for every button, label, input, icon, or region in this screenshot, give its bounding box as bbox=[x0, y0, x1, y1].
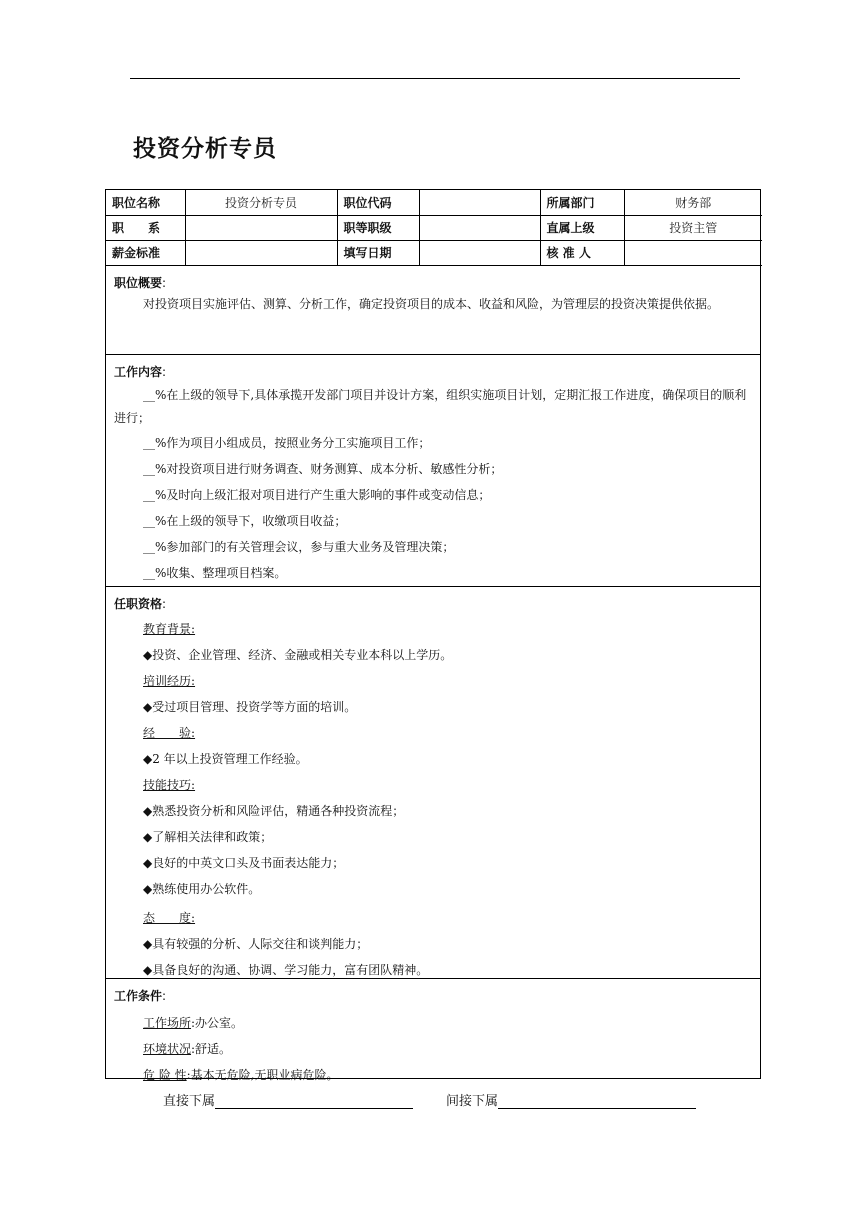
list-item: __%作为项目小组成员，按照业务分工实施项目工作； bbox=[143, 435, 431, 450]
environment-value: :舒适。 bbox=[191, 1041, 232, 1056]
workplace-value: :办公室。 bbox=[191, 1015, 244, 1030]
duties-section bbox=[106, 354, 760, 586]
list-item: __%在上级的领导下,具体承揽开发部门项目并设计方案，组织实施项目计划，定期汇报工作进度，确保项目的顺利进行； bbox=[114, 387, 747, 425]
experience-label: 经 验: bbox=[143, 725, 196, 740]
danger-label: 危 险 性 bbox=[143, 1067, 187, 1082]
list-item: ◆具备良好的沟通、协调、学习能力，富有团队精神。 bbox=[143, 962, 429, 977]
environment-label: 环境状况 bbox=[143, 1041, 192, 1056]
basic-info-table bbox=[106, 190, 762, 266]
conditions-section bbox=[106, 978, 760, 1088]
list-item: ◆2 年以上投资管理工作经验。 bbox=[143, 751, 308, 766]
indirect-report-field bbox=[446, 1090, 696, 1109]
job-description-form bbox=[105, 189, 761, 1082]
indirect-report-label: 间接下属 bbox=[446, 1094, 499, 1109]
label-supervisor: 直属上级 bbox=[540, 215, 624, 240]
label-department: 所属部门 bbox=[540, 190, 624, 215]
indirect-report-line[interactable] bbox=[498, 1094, 696, 1109]
page-title: 投资分析专员 bbox=[133, 136, 277, 162]
environment-row bbox=[114, 1036, 752, 1062]
list-item: __%参加部门的有关管理会议，参与重大业务及管理决策； bbox=[143, 539, 455, 554]
value-supervisor: 投资主管 bbox=[624, 215, 762, 240]
table-row bbox=[106, 190, 762, 215]
table-row bbox=[106, 215, 762, 240]
section-title: 任职资格: bbox=[114, 596, 167, 611]
overview-text: 对投资项目实施评估、测算、分析工作，确定投资项目的成本、收益和风险，为管理层的投资决策提供依据。 bbox=[143, 296, 720, 311]
list-item: __%对投资项目进行财务调查、财务测算、成本分析、敏感性分析； bbox=[143, 461, 503, 476]
section-title: 工作条件: bbox=[114, 988, 167, 1003]
label-job-family: 职 系 bbox=[106, 215, 185, 240]
header-rule bbox=[130, 78, 740, 79]
value-salary bbox=[185, 240, 337, 265]
table-row bbox=[106, 240, 762, 265]
workplace-row bbox=[114, 1010, 752, 1036]
workplace-label: 工作场所 bbox=[143, 1015, 192, 1030]
list-item: ◆投资、企业管理、经济、金融或相关专业本科以上学历。 bbox=[143, 647, 453, 662]
danger-row bbox=[114, 1062, 752, 1088]
value-fill-date bbox=[419, 240, 540, 265]
education-label: 教育背景: bbox=[143, 621, 196, 636]
value-position-code bbox=[419, 190, 540, 215]
label-approver: 核 准 人 bbox=[540, 240, 624, 265]
label-grade: 职等职级 bbox=[337, 215, 419, 240]
section-title: 工作内容: bbox=[114, 364, 167, 379]
value-job-family bbox=[185, 215, 337, 240]
section-title: 职位概要: bbox=[114, 275, 167, 290]
list-item: ◆熟练使用办公软件。 bbox=[143, 881, 261, 896]
label-salary: 薪金标准 bbox=[106, 240, 185, 265]
direct-report-field bbox=[163, 1090, 413, 1109]
attitude-label: 态 度: bbox=[143, 910, 196, 925]
training-label: 培训经历: bbox=[143, 673, 196, 688]
value-department: 财务部 bbox=[624, 190, 762, 215]
list-item: ◆了解相关法律和政策； bbox=[143, 829, 273, 844]
value-grade bbox=[419, 215, 540, 240]
value-position-name: 投资分析专员 bbox=[185, 190, 337, 215]
qualifications-section bbox=[106, 586, 760, 978]
list-item: ◆具有较强的分析、人际交往和谈判能力； bbox=[143, 936, 369, 951]
list-item: __%在上级的领导下，收缴项目收益； bbox=[143, 513, 347, 528]
list-item: ◆熟悉投资分析和风险评估，精通各种投资流程； bbox=[143, 803, 405, 818]
direct-report-line[interactable] bbox=[215, 1094, 413, 1109]
label-fill-date: 填写日期 bbox=[337, 240, 419, 265]
value-approver bbox=[624, 240, 762, 265]
list-item: __%收集、整理项目档案。 bbox=[143, 565, 287, 580]
list-item: __%及时向上级汇报对项目进行产生重大影响的事件或变动信息； bbox=[143, 487, 491, 502]
label-position-code: 职位代码 bbox=[337, 190, 419, 215]
list-item: ◆受过项目管理、投资学等方面的培训。 bbox=[143, 699, 357, 714]
skills-label: 技能技巧: bbox=[143, 777, 196, 792]
overview-section bbox=[106, 275, 760, 354]
direct-report-label: 直接下属 bbox=[163, 1094, 216, 1109]
label-position-name: 职位名称 bbox=[106, 190, 185, 215]
danger-value: :基本无危险,无职业病危险。 bbox=[186, 1067, 339, 1082]
list-item: ◆良好的中英文口头及书面表达能力； bbox=[143, 855, 345, 870]
